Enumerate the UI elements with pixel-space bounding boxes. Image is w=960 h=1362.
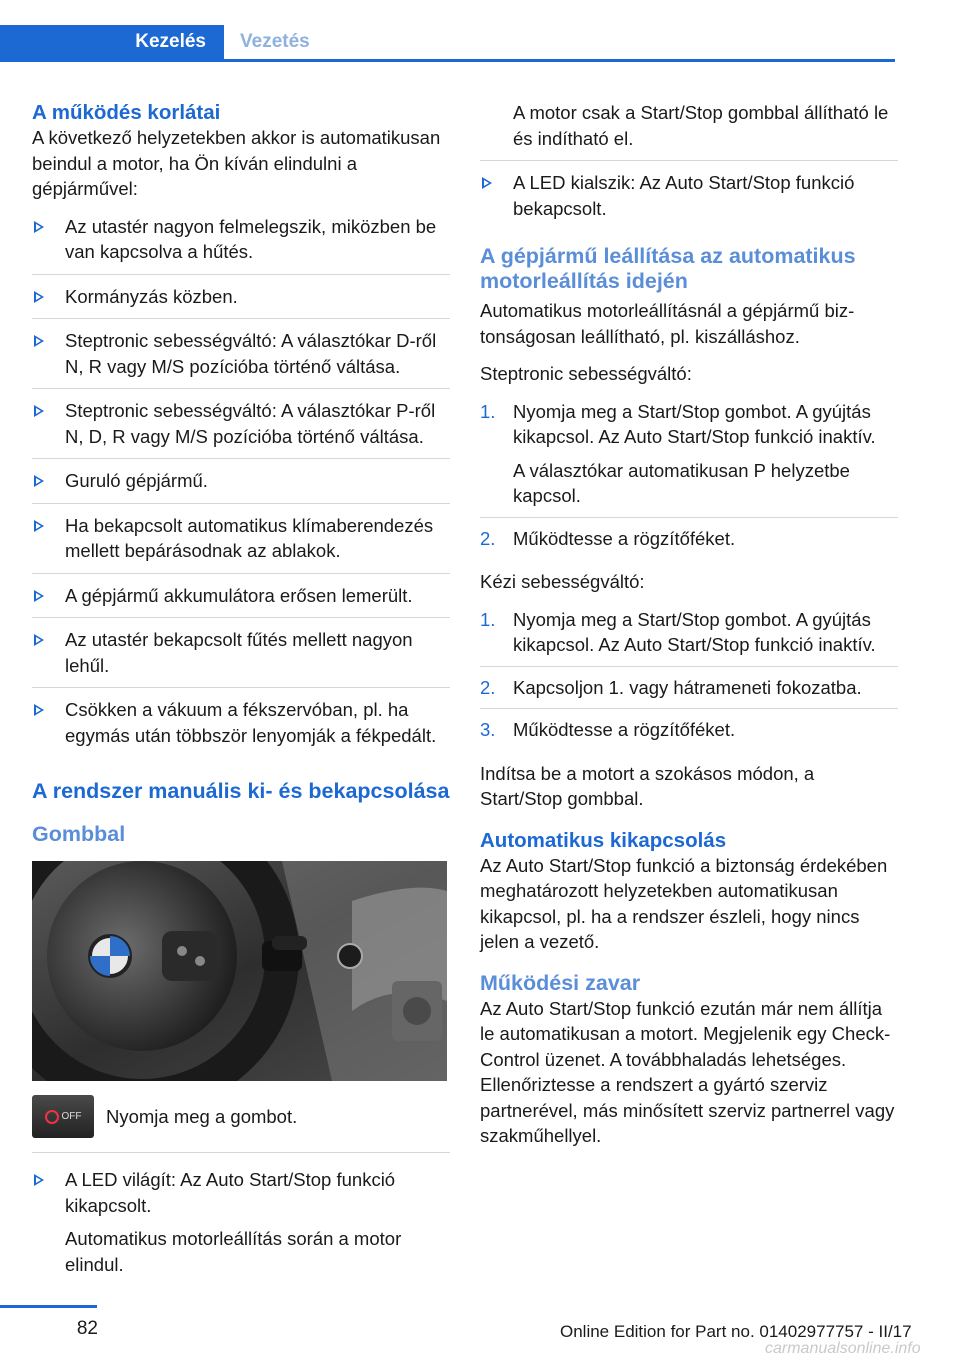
list-item-continued: A motor csak a Start/Stop gombbal állítható le és indítható el. <box>480 100 898 161</box>
limits-intro: A következő helyzetekben akkor is automatikusan beindul a motor, ha Ön kíván elindulni a gépjárművel: <box>32 127 441 199</box>
chapter-tabs <box>0 25 895 62</box>
footer-rule <box>0 1305 97 1308</box>
steptronic-label: Steptronic sebességváltó: <box>480 363 692 384</box>
tab-vezetes[interactable]: Vezetés <box>240 31 310 52</box>
restart-text: Indítsa be a motort a szokásos módon, a Start/Stop gombbal. <box>480 762 815 809</box>
list-item: 1. Nyomja meg a Start/Stop gombot. A gyújtás kikapcsol. Az Auto Start/Stop funkció inaktív. <box>480 607 898 667</box>
list-item: Steptronic sebességváltó: A választókar P-ről N, D, R vagy M/S pozícióba történő váltása. <box>32 398 450 459</box>
auto-off-text: Az Auto Start/Stop funkció a biztonság érdekében meghatározott helyzetekben automatikusan kikapcsol, pl. ha a rendszer észleli, hogy nincs jelen a vezető. <box>480 854 888 952</box>
bullet-triangle-icon <box>34 405 44 417</box>
heading-with-button: Gombbal <box>32 822 126 846</box>
bullet-triangle-icon <box>34 475 44 487</box>
list-item: 2. Működtesse a rögzítőféket. <box>480 527 736 549</box>
list-item: Csökken a vákuum a fékszervóban, pl. ha egymás után többször lenyomják a fékpedált. <box>32 697 450 757</box>
auto-start-stop-button-image: OFF <box>32 1095 94 1138</box>
list-item: 2. Kapcsoljon 1. vagy hátrameneti fokozatba. <box>480 675 898 710</box>
list-item: Az utastér bekapcsolt fűtés mellett nagyon lehűl. <box>32 627 450 688</box>
steptronic-steps <box>480 399 898 560</box>
led-list-right <box>480 100 898 230</box>
heading-manual-toggle: A rendszer manuális ki- és bekapcsolása <box>32 779 450 803</box>
stopping-intro: Automatikus motorleállításnál a gépjármű biztonságosan leállítható, pl. kiszálláshoz. <box>480 300 855 347</box>
page-number: 82 <box>76 1318 98 1339</box>
auto-start-stop-icon <box>45 1110 59 1124</box>
steering-wheel-image <box>32 861 447 1081</box>
list-item: Az utastér nagyon felmelegszik, miközben be van kapcsolva a hűtés. <box>32 214 450 275</box>
button-instruction <box>32 1095 450 1153</box>
bullet-triangle-icon <box>34 1174 44 1186</box>
heading-limits: A működés korlátai <box>32 101 221 124</box>
right-column <box>480 100 898 1161</box>
bullet-triangle-icon <box>34 590 44 602</box>
malfunction-text: Az Auto Start/Stop funkció ezután már nem állítja le automatikusan a motort. Megjelenik egy Check-Control üzenet. A továbbhaladás lehetséges. Ellenőriztesse a rendszert a gyártó szerviz partnerével, más minősített szerviz partnerrel vagy szakműhellyel. <box>480 997 895 1146</box>
heading-malfunction: Működési zavar <box>480 970 641 995</box>
list-item: 1. Nyomja meg a Start/Stop gombot. A gyújtás kikapcsol. Az Auto Start/Stop funkció inaktív. A választókar automatikusan P helyzetbe kapcsol. <box>480 399 898 518</box>
dashboard-photo <box>32 861 447 1081</box>
list-item: A LED világít: Az Auto Start/Stop funkció kikapcsolt. Automatikus motorleállítás során a motor elindul. <box>32 1167 450 1286</box>
bullet-triangle-icon <box>34 520 44 532</box>
heading-auto-off: Automatikus kikapcsolás <box>480 828 727 852</box>
press-button-text: Nyomja meg a gombot. <box>106 1105 298 1127</box>
list-item: 3. Működtesse a rögzítőféket. <box>480 719 736 740</box>
list-item: A LED kialszik: Az Auto Start/Stop funkció bekapcsolt. <box>480 170 898 230</box>
bullet-triangle-icon <box>34 704 44 716</box>
led-list-left <box>32 1167 450 1286</box>
bullet-triangle-icon <box>34 634 44 646</box>
watermark: carmanualsonline.info <box>765 1340 921 1357</box>
bullet-triangle-icon <box>482 177 492 189</box>
list-item: A gépjármű akkumulátora erősen lemerült. <box>32 583 450 619</box>
heading-stopping-vehicle: A gépjármű leállítása az automatikus motorleállítás idején <box>480 244 856 293</box>
list-item: Kormányzás közben. <box>32 284 450 320</box>
list-item: Ha bekapcsolt automatikus klímaberendezés mellett bepárásodnak az ablakok. <box>32 513 450 574</box>
left-column <box>32 100 450 1286</box>
list-item: Steptronic sebességváltó: A választókar D-ről N, R vagy M/S pozícióba történő váltása. <box>32 328 450 389</box>
limits-list <box>32 214 450 758</box>
bullet-triangle-icon <box>34 221 44 233</box>
manual-steps <box>480 607 898 751</box>
manual-gearbox-label: Kézi sebességváltó: <box>480 571 645 592</box>
bullet-triangle-icon <box>34 291 44 303</box>
edition-note: Online Edition for Part no. 01402977757 - II/17 <box>560 1322 912 1341</box>
tab-kezeles[interactable]: Kezelés <box>0 25 224 59</box>
bullet-triangle-icon <box>34 335 44 347</box>
list-item: Guruló gépjármű. <box>32 468 450 504</box>
